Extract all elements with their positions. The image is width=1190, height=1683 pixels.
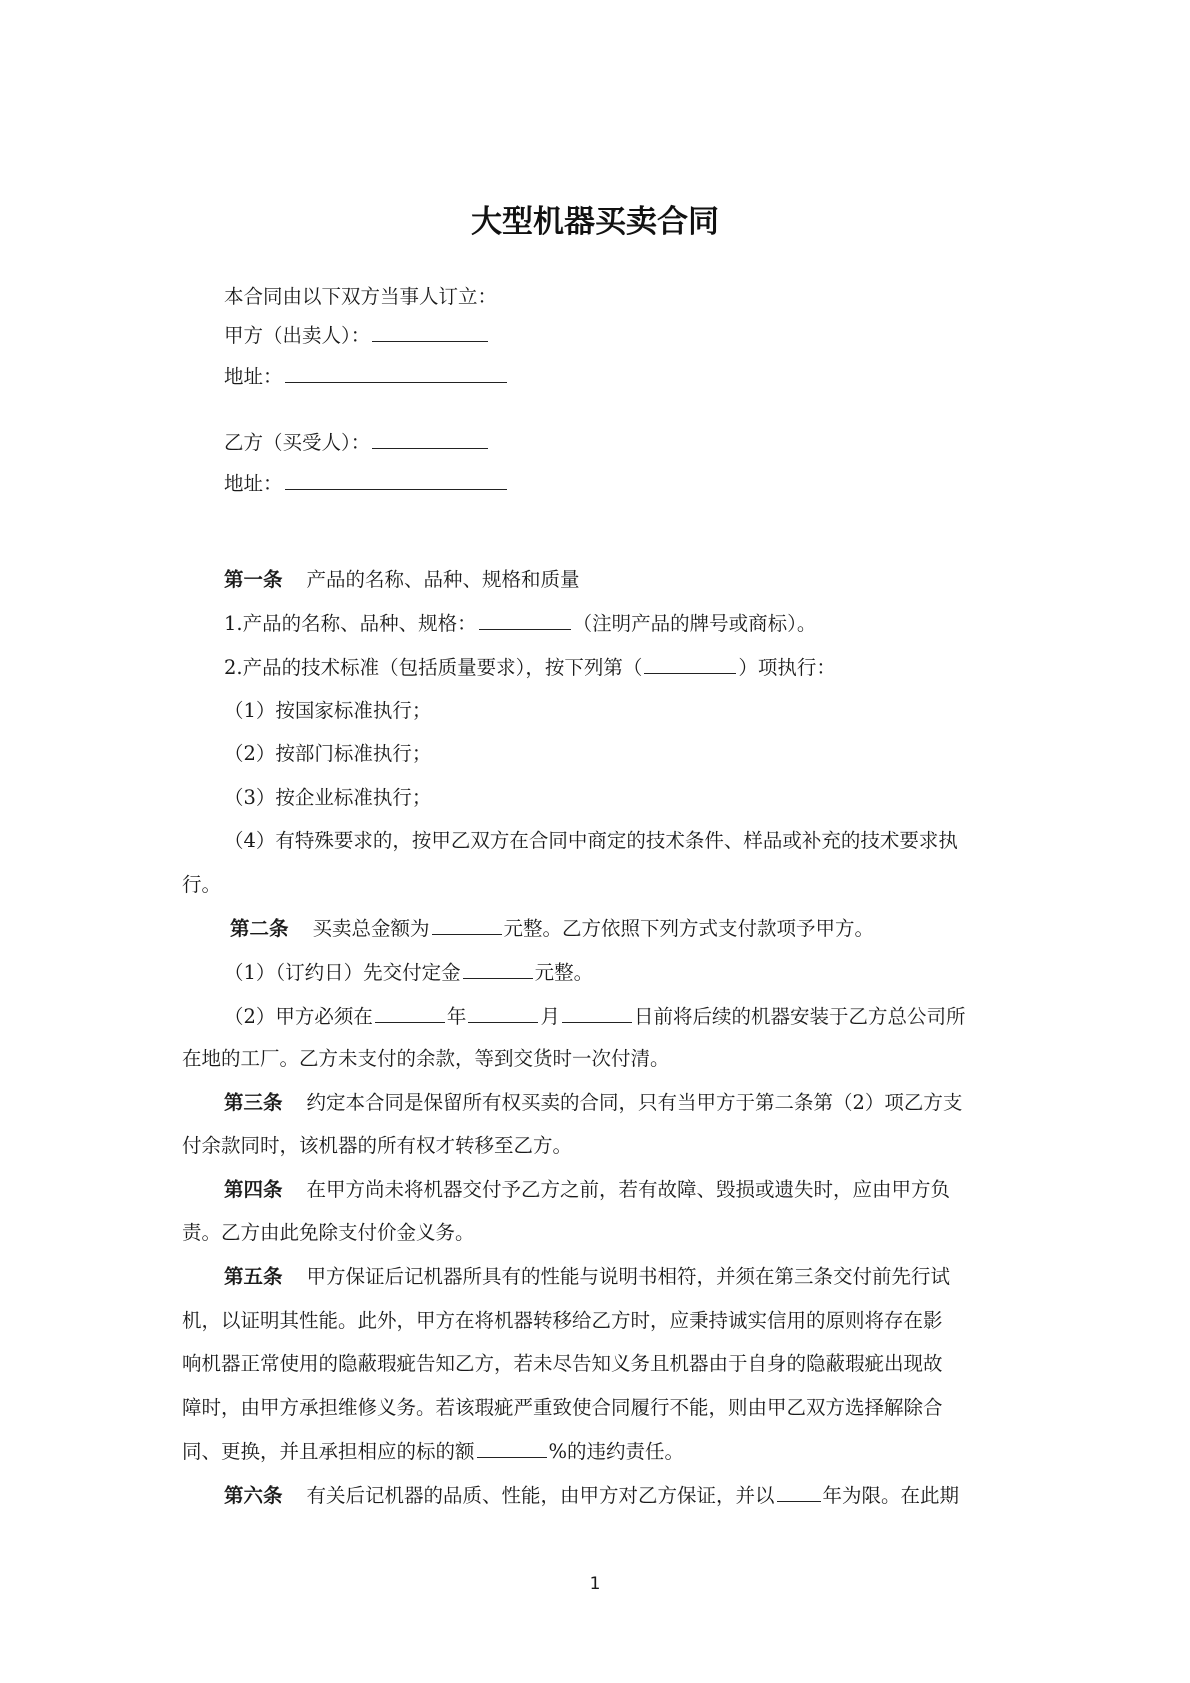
article2-line1 (230, 914, 874, 943)
article3-heading: 第三条 (224, 1091, 283, 1114)
party-a-label: 甲方（出卖人）： (224, 324, 371, 347)
article2-text-pre: 买卖总金额为 (312, 917, 430, 940)
article4-text: 在甲方尚未将机器交付予乙方之前，若有故障、毁损或遗失时，应由甲方负 (306, 1178, 951, 1201)
article1-title: 产品的名称、品种、规格和质量 (306, 568, 580, 591)
article5-line5 (182, 1437, 684, 1466)
install-month-blank[interactable] (468, 1002, 538, 1023)
article1-opt2: （2）按部门标准执行； (224, 742, 432, 765)
party-b-address-label: 地址： (224, 472, 283, 495)
article5-line4: 障时，由甲方承担维修义务。若该瑕疵严重致使合同履行不能，则由甲乙双方选择解除合 (182, 1396, 943, 1419)
article6-heading: 第六条 (224, 1484, 283, 1507)
install-day-blank[interactable] (562, 1002, 632, 1023)
article1-item1 (224, 609, 816, 638)
article1-item2-post: ）项执行： (738, 656, 836, 679)
party-a-address-line (224, 362, 509, 391)
article6-text-post: 年为限。在此期 (822, 1484, 960, 1507)
article1-item1-post: （注明产品的牌号或商标）。 (572, 612, 817, 635)
article2-p1-pre: （1）（订约日）先交付定金 (224, 961, 461, 984)
article4-heading: 第四条 (224, 1178, 283, 1201)
article5-text: 甲方保证后记机器所具有的性能与说明书相符，并须在第三条交付前先行试 (306, 1265, 951, 1288)
intro-text: 本合同由以下双方当事人订立： (224, 285, 498, 308)
article5-line5-post: %的违约责任。 (548, 1440, 685, 1463)
article2-p1 (224, 958, 593, 987)
article2-heading: 第二条 (230, 917, 289, 940)
article1-heading: 第一条 (224, 568, 283, 591)
article2-p2-post: 日前将后续的机器安装于乙方总公司所 (633, 1005, 966, 1028)
article6-text-pre: 有关后记机器的品质、性能，由甲方对乙方保证，并以 (306, 1484, 775, 1507)
article4-line2: 责。乙方由此免除支付价金义务。 (182, 1221, 475, 1244)
party-b-label: 乙方（买受人）： (224, 431, 371, 454)
article2-month-label: 月 (540, 1005, 560, 1028)
party-a-line (224, 321, 490, 350)
article5-line3: 响机器正常使用的隐蔽瑕疵告知乙方，若未尽告知义务且机器由于自身的隐蔽瑕疵出现故 (182, 1352, 943, 1375)
article2-p1-post: 元整。 (534, 961, 594, 984)
article1-opt1: （1）按国家标准执行； (224, 699, 432, 722)
article2-text-post: 元整。乙方依照下列方式支付款项予甲方。 (503, 917, 875, 940)
article5-line2: 机，以证明其性能。此外，甲方在将机器转移给乙方时，应秉持诚实信用的原则将存在影 (182, 1309, 943, 1332)
article1-opt4-line2: 行。 (182, 873, 222, 896)
article4-line1 (224, 1176, 950, 1204)
article5-heading: 第五条 (224, 1265, 283, 1288)
party-a-address-blank[interactable] (285, 362, 507, 383)
standard-option-blank[interactable] (644, 653, 736, 674)
penalty-percent-blank[interactable] (477, 1437, 547, 1458)
article2-p2-pre: （2）甲方必须在 (224, 1005, 373, 1028)
article1-item2 (224, 653, 836, 682)
article1-item1-pre: 1.产品的名称、品种、规格： (224, 612, 477, 635)
party-a-address-label: 地址： (224, 365, 283, 388)
party-b-address-line (224, 469, 509, 498)
page-number: 1 (589, 1574, 601, 1594)
article6-line1 (224, 1481, 959, 1510)
party-b-name-blank[interactable] (372, 428, 488, 449)
party-b-line (224, 428, 490, 457)
warranty-years-blank[interactable] (777, 1481, 821, 1502)
total-amount-blank[interactable] (432, 914, 502, 935)
article3-text: 约定本合同是保留所有权买卖的合同，只有当甲方于第二条第（2）项乙方支 (306, 1091, 963, 1114)
article2-year-label: 年 (446, 1005, 467, 1028)
article1-item2-pre: 2.产品的技术标准（包括质量要求），按下列第（ (224, 656, 643, 679)
article1-opt4-line1: （4）有特殊要求的，按甲乙双方在合同中商定的技术条件、样品或补充的技术要求执 (224, 829, 958, 852)
article5-line5-pre: 同、更换，并且承担相应的标的额 (182, 1440, 475, 1463)
article1-heading-line (224, 566, 580, 594)
article3-line2: 付余款同时，该机器的所有权才转移至乙方。 (182, 1134, 573, 1157)
party-b-address-blank[interactable] (285, 469, 507, 490)
install-year-blank[interactable] (375, 1002, 445, 1023)
party-a-name-blank[interactable] (372, 321, 488, 342)
article5-line1 (224, 1263, 950, 1291)
article1-opt3: （3）按企业标准执行； (224, 786, 432, 809)
deposit-amount-blank[interactable] (463, 958, 533, 979)
article3-line1 (224, 1089, 962, 1117)
product-name-blank[interactable] (479, 609, 571, 630)
article2-p2-line2: 在地的工厂。乙方未支付的余款，等到交货时一次付清。 (182, 1047, 670, 1070)
document-title: 大型机器买卖合同 (471, 204, 719, 240)
article2-p2 (224, 1002, 965, 1031)
